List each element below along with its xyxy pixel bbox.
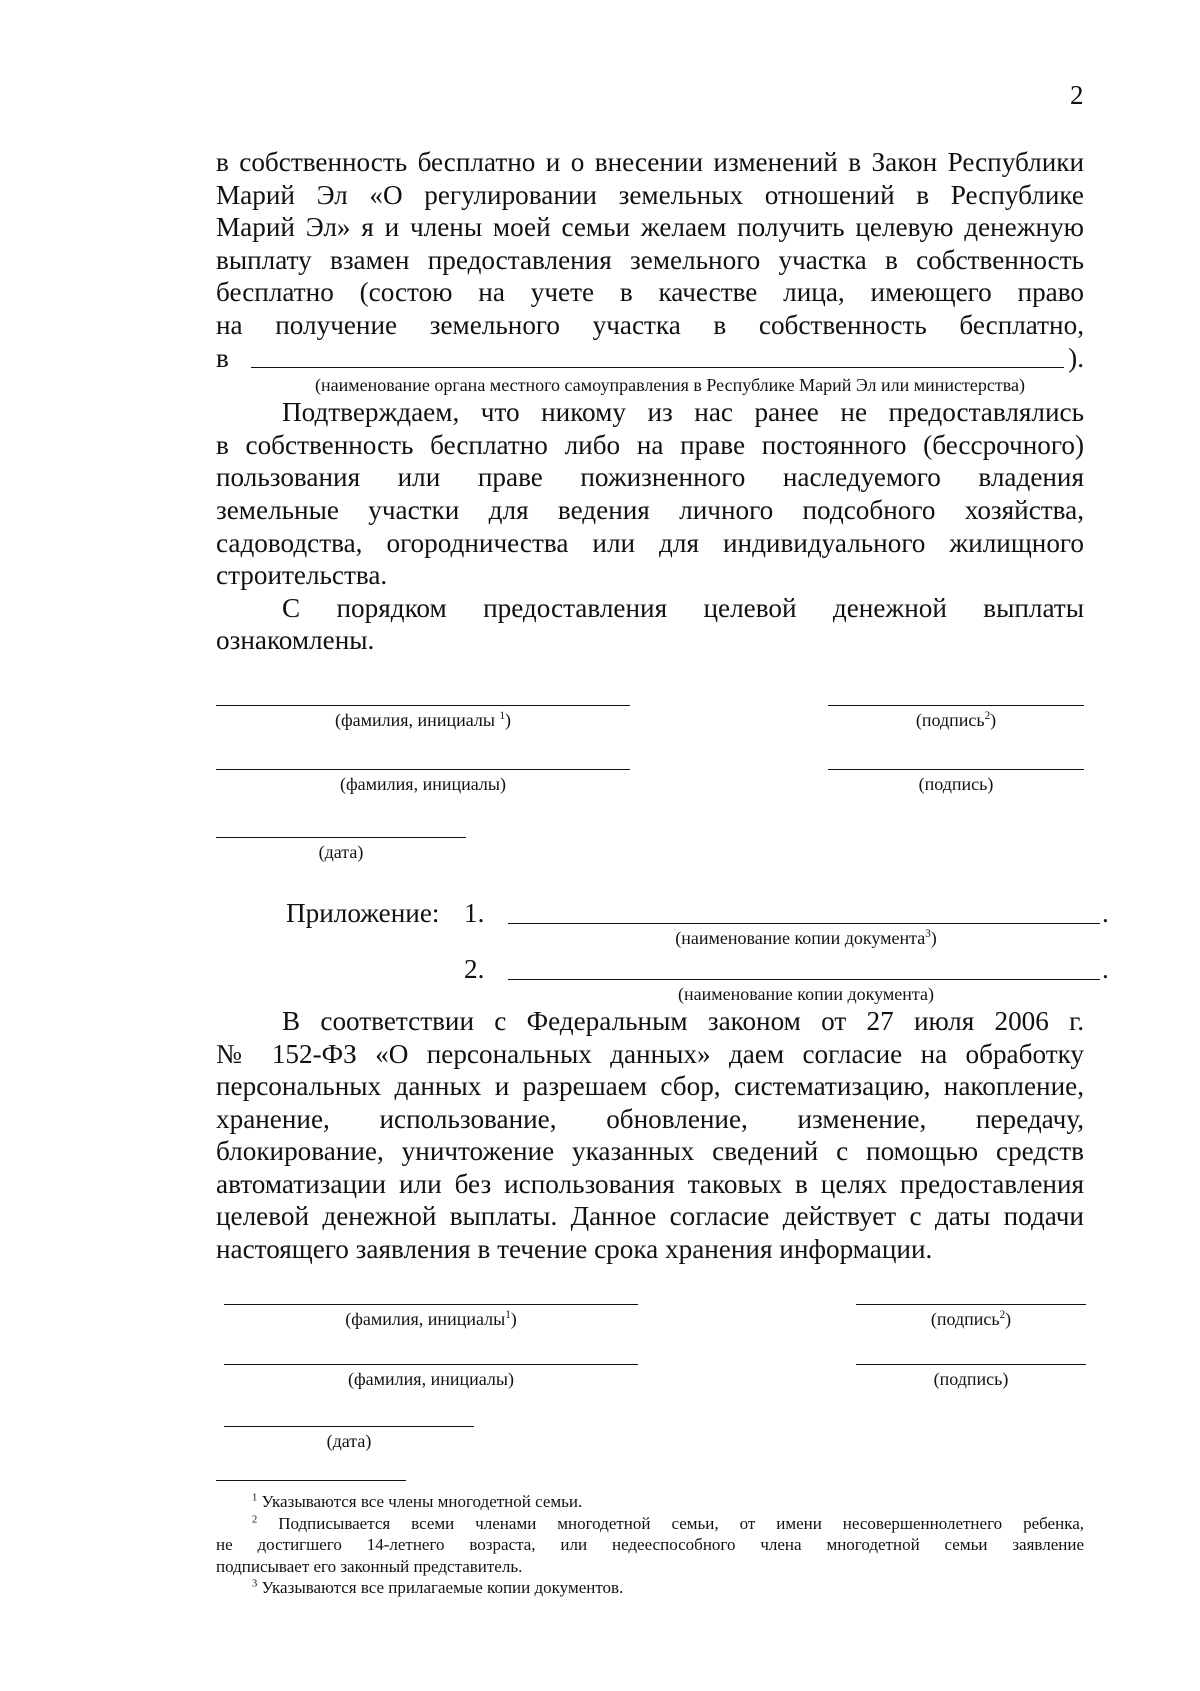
name-caption: (фамилия, инициалы) [348, 1368, 514, 1389]
document-body [216, 146, 1109, 1468]
signature-row-1 [216, 693, 1084, 765]
signature-caption: (подпись) [933, 1368, 1009, 1389]
appendix-item-1-line[interactable] [508, 923, 1100, 924]
footnote-2-continued: не достигшего 14-летнего возраста, или недееспособного члена многодетной семьи заявление [216, 1535, 1084, 1554]
text-line: Марий Эл» я и члены моей семьи желаем получить целевую денежную [216, 212, 1084, 243]
date-row-1 [216, 837, 1084, 897]
text-line: персональных данных и разрешаем сбор, систематизацию, накопление, [216, 1071, 1084, 1102]
date-caption: (дата) [326, 1430, 372, 1451]
name-input-line[interactable] [216, 705, 630, 706]
name-caption: (фамилия, инициалы$^1$) [345, 1308, 517, 1329]
text-line: выплату взамен предоставления земельного участка в собственность [216, 244, 1084, 275]
authority-prefix: в [216, 342, 229, 373]
authority-caption: (наименование органа местного самоуправления в Республике Марий Эл или министерства) [315, 375, 1025, 396]
text-line: пользования или праве пожизненного наследуемого владения [216, 462, 1084, 493]
text-line: целевой денежной выплаты. Данное согласие действует с даты подачи [216, 1201, 1084, 1232]
footnote-2-continued: подписывает его законный представитель. [216, 1556, 523, 1576]
name-caption: (фамилия, инициалы $^1$) [334, 709, 512, 730]
appendix-label: Приложение: [286, 897, 440, 928]
authority-suffix: ). [1068, 342, 1084, 373]
text-line: бесплатно (состою на учете в качестве лица, имеющего право [216, 277, 1084, 308]
date-caption: (дата) [318, 841, 364, 862]
footnote-3: $^3$ Указываются все прилагаемые копии документов. [252, 1578, 624, 1597]
authority-field [216, 342, 1084, 375]
text-line: № 152-ФЗ «О персональных данных» даем согласие на обработку [216, 1038, 1084, 1069]
appendix-item-1-caption: (наименование копии документа$^3$) [675, 927, 937, 948]
signature-row-3 [216, 1292, 1084, 1356]
appendix-dot: . [1102, 897, 1109, 928]
signature-caption: (подпись$^2$) [930, 1308, 1012, 1329]
signature-input-line[interactable] [856, 1304, 1086, 1305]
text-line: Подтверждаем, что никому из нас ранее не предоставлялись [282, 397, 1084, 428]
signature-caption: (подпись) [918, 773, 994, 794]
text-line: Марий Эл «О регулировании земельных отношений в Республике [216, 179, 1084, 210]
signature-caption: (подпись$^2$) [915, 709, 997, 730]
appendix-block [216, 897, 1109, 1004]
text-line: строительства. [216, 560, 388, 591]
footnote-1: $^1$ Указываются все члены многодетной семьи. [252, 1492, 583, 1511]
text-line: блокирование, уничтожение указанных сведений с помощью средств [216, 1136, 1084, 1167]
text-line: В соответствии с Федеральным законом от 27 июля 2006 г. [282, 1005, 1084, 1036]
text-line: в собственность бесплатно и о внесении изменений в Закон Республики [216, 147, 1084, 177]
signature-row-4 [216, 1356, 1084, 1420]
footnote-separator [216, 1480, 406, 1481]
page-number: 2 [1070, 80, 1084, 110]
appendix-item-2-caption: (наименование копии документа) [678, 983, 934, 1004]
text-line: хранение, использование, обновление, изменение, передачу, [216, 1103, 1084, 1134]
text-line: ознакомлены. [216, 625, 375, 656]
name-input-line[interactable] [224, 1304, 638, 1305]
appendix-item-2-line[interactable] [508, 979, 1100, 980]
signature-row-2 [216, 765, 1084, 837]
date-input-line[interactable] [224, 1426, 474, 1427]
intro-paragraph [216, 146, 1084, 342]
text-line: в собственность бесплатно либо на праве постоянного (бессрочного) [216, 429, 1084, 460]
name-input-line[interactable] [224, 1364, 638, 1365]
appendix-item-2-number: 2. [464, 953, 485, 984]
appendix-dot: . [1102, 953, 1109, 984]
text-line: земельные участки для ведения личного подсобного хозяйства, [216, 494, 1084, 525]
text-line: на получение земельного участка в собственность бесплатно, [216, 309, 1084, 340]
footnote-2: $^2$ Подписывается всеми членами многодетной семьи, от имени несовершеннолетнего ребенка, [252, 1513, 1084, 1533]
signature-input-line[interactable] [856, 1364, 1086, 1365]
date-input-line[interactable] [216, 837, 466, 838]
confirm-paragraph [216, 396, 1084, 592]
name-caption: (фамилия, инициалы) [340, 773, 506, 794]
text-line: С порядком предоставления целевой денежной выплаты [282, 592, 1084, 623]
authority-input-line[interactable] [251, 347, 1064, 368]
signature-input-line[interactable] [828, 769, 1084, 770]
text-line: настоящего заявления в течение срока хранения информации. [216, 1234, 933, 1265]
signature-input-line[interactable] [828, 705, 1084, 706]
name-input-line[interactable] [216, 769, 630, 770]
footnotes [216, 1480, 1084, 1599]
consent-paragraph [216, 1005, 1084, 1266]
date-row-2 [216, 1420, 1084, 1468]
text-line: автоматизации или без использования таковых в целях предоставления [216, 1168, 1084, 1199]
procedure-paragraph [216, 592, 1084, 657]
appendix-item-1-number: 1. [464, 897, 485, 928]
text-line: садоводства, огородничества или для индивидуального жилищного [216, 527, 1084, 558]
